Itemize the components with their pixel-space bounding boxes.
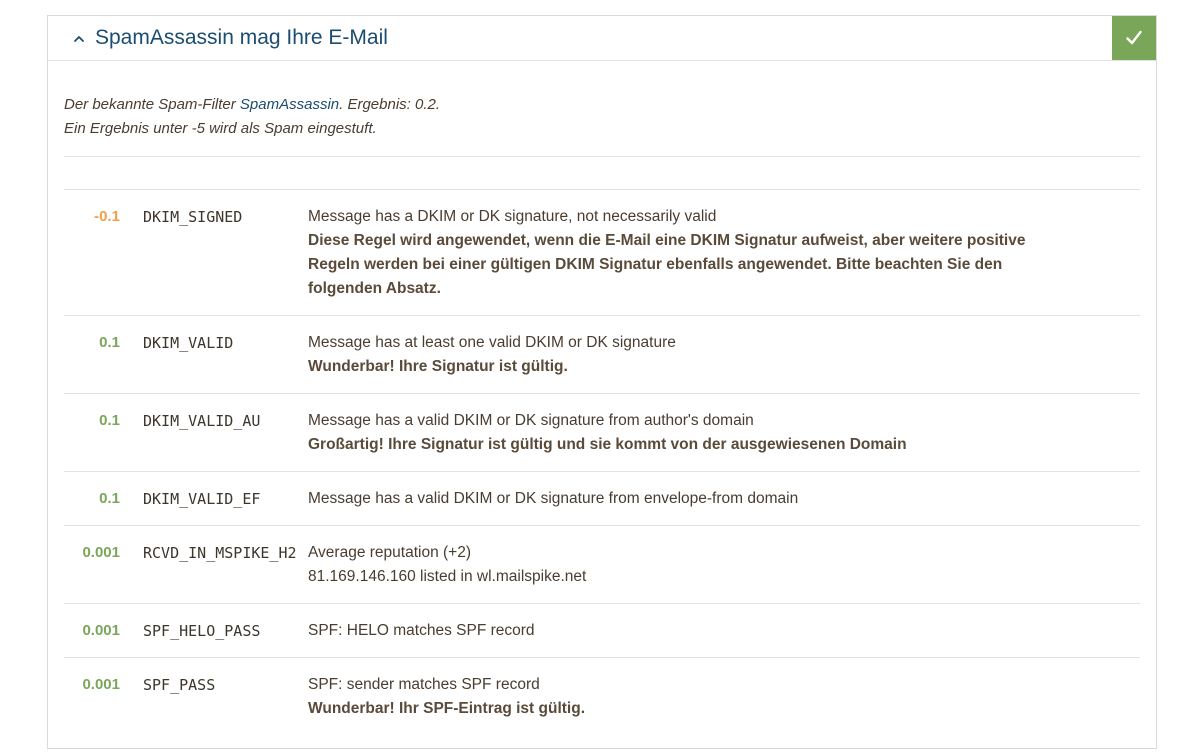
rule-name: SPF_HELO_PASS — [143, 622, 261, 640]
rule-row — [64, 658, 1140, 735]
rule-note: 81.169.146.160 listed in wl.mailspike.net — [308, 568, 587, 585]
rule-description-block — [308, 205, 1140, 301]
rule-description-block — [308, 487, 1140, 511]
rule-row — [64, 316, 1140, 394]
rules-table — [64, 189, 1140, 735]
rule-description: Message has a valid DKIM or DK signature from envelope-from domain — [308, 490, 799, 507]
spamassassin-panel — [47, 15, 1157, 749]
rule-row — [64, 190, 1140, 316]
rule-note: Wunderbar! Ihre Signatur ist gültig. — [308, 358, 568, 375]
rule-score: 0.001 — [82, 676, 120, 693]
chevron-up-icon[interactable] — [72, 32, 86, 46]
panel-header[interactable] — [48, 16, 1156, 61]
rule-score: 0.1 — [99, 334, 120, 351]
rule-row — [64, 472, 1140, 526]
rule-name: SPF_PASS — [143, 676, 216, 694]
intro-line-1 — [64, 93, 1140, 117]
rule-score: 0.001 — [82, 622, 120, 639]
spamassassin-link[interactable]: SpamAssassin — [239, 96, 340, 113]
rule-name: DKIM_SIGNED — [143, 208, 243, 226]
rule-name: DKIM_VALID_AU — [143, 412, 261, 430]
rule-description-block — [308, 673, 1140, 721]
intro-line-2: Ein Ergebnis unter -5 wird als Spam eingestuft. — [64, 120, 377, 137]
rule-note: Großartig! Ihre Signatur ist gültig und sie kommt von der ausgewiesenen Domain — [308, 436, 907, 453]
intro-suffix: . Ergebnis: 0.2. — [339, 96, 441, 113]
divider — [64, 156, 1140, 157]
rule-name: RCVD_IN_MSPIKE_H2 — [143, 544, 297, 562]
panel-title: SpamAssassin mag Ihre E-Mail — [95, 26, 388, 49]
rule-note: Diese Regel wird angewendet, wenn die E-Mail eine DKIM Signatur aufweist, aber weitere positive Regeln werden bei einer gültigen DKIM Signatur ebenfalls angewendet. Bitte beachten Sie den folgenden Absatz. — [308, 232, 1026, 297]
rule-description-block — [308, 409, 1140, 457]
status-badge — [1112, 16, 1156, 60]
rule-description-block — [308, 619, 1140, 643]
rule-score: 0.1 — [99, 490, 120, 507]
checkmark-icon — [1124, 28, 1144, 48]
rule-name: DKIM_VALID_EF — [143, 490, 261, 508]
rule-description: Message has a valid DKIM or DK signature from author's domain — [308, 412, 754, 429]
rule-score: -0.1 — [94, 208, 120, 225]
rule-name: DKIM_VALID — [143, 334, 234, 352]
intro-text — [64, 93, 1140, 141]
intro-prefix: Der bekannte Spam-Filter — [64, 96, 240, 113]
rule-row — [64, 526, 1140, 604]
rule-score: 0.001 — [82, 544, 120, 561]
rule-score: 0.1 — [99, 412, 120, 429]
rule-description-block — [308, 541, 1140, 589]
rule-description: SPF: sender matches SPF record — [308, 676, 540, 693]
rule-description: SPF: HELO matches SPF record — [308, 622, 535, 639]
rule-row — [64, 604, 1140, 658]
rule-note: Wunderbar! Ihr SPF-Eintrag ist gültig. — [308, 700, 585, 717]
rule-row — [64, 394, 1140, 472]
rule-description-block — [308, 331, 1140, 379]
rule-description: Average reputation (+2) — [308, 544, 471, 561]
rule-description: Message has a DKIM or DK signature, not necessarily valid — [308, 208, 717, 225]
rule-description: Message has at least one valid DKIM or DK signature — [308, 334, 676, 351]
